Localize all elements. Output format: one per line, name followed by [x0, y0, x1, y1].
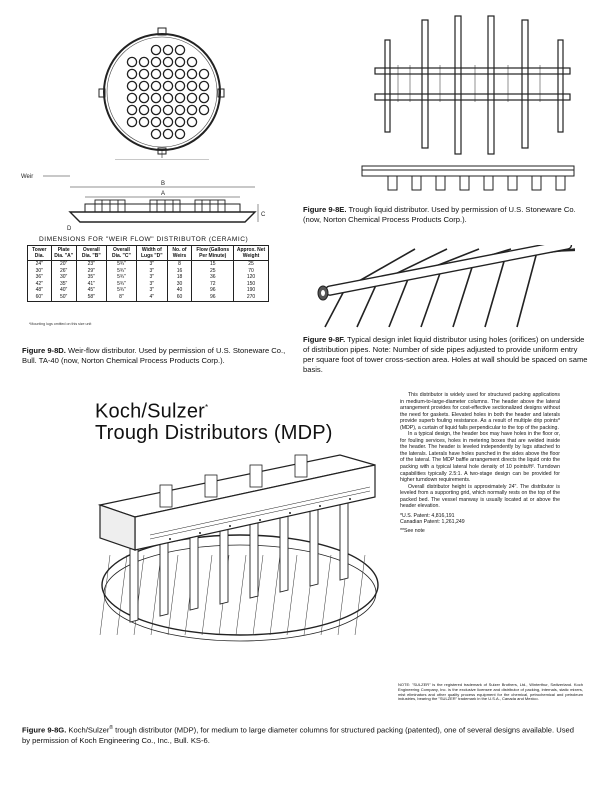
table-cell: 120	[234, 274, 269, 281]
weir-icon	[127, 105, 136, 114]
table-cell: 26"	[51, 268, 76, 275]
table-cell: 24"	[28, 261, 52, 268]
weir-icon	[175, 69, 184, 78]
title-line-1: Koch/Sulzer	[95, 400, 206, 423]
table-cell: 30"	[28, 268, 52, 275]
caption-label: Figure 9-8D.	[22, 346, 66, 355]
dim-label-d: D	[67, 226, 72, 232]
weir-icon	[151, 57, 160, 66]
caption-label: Figure 9-8E.	[303, 205, 347, 214]
trough-distributor-mdp-drawing	[90, 435, 390, 645]
weir-icon	[187, 81, 196, 90]
table-cell: 5¾"	[106, 274, 136, 281]
caption-figure-9-8e	[303, 205, 583, 225]
table-row	[28, 281, 269, 288]
table-cell: 8"	[106, 294, 136, 301]
weir-icon	[163, 93, 172, 102]
weir-icon	[187, 117, 196, 126]
dim-label-c: C	[261, 212, 266, 218]
table-cell: 150	[234, 281, 269, 288]
weir-icon	[163, 129, 172, 138]
weir-icon	[175, 57, 184, 66]
table-header-row	[28, 246, 269, 261]
table-header-cell: Plate Dia. "A"	[51, 246, 76, 261]
weir-icon	[187, 93, 196, 102]
table-cell: 36	[192, 274, 234, 281]
table-cell: 18	[167, 274, 192, 281]
weir-icon	[199, 105, 208, 114]
side-pipe	[453, 264, 473, 327]
lateral-trough	[250, 519, 258, 598]
table-cell: 20"	[51, 261, 76, 268]
table-cell: 60"	[28, 294, 52, 301]
weir-icon	[175, 105, 184, 114]
dimensions-table-title: DIMENSIONS FOR "WEIR FLOW" DISTRIBUTOR (CERAMIC)	[39, 236, 249, 243]
weir-icon	[187, 69, 196, 78]
caption-registered-mark: ®	[109, 725, 114, 731]
figure-9-8d	[15, 10, 295, 345]
table-cell: 48"	[28, 287, 52, 294]
weir-icon	[175, 45, 184, 54]
description-paragraph-1: This distributor is widely used for structured packing applications in medium-to-large-diameter columns. The header above the lateral arrangement provides for cost-effective sectionalized designs without the need for gaskets. Elevated holes in both the header and laterals provide superb fouling resistance. As a result of multiple drip points* (MDP), a curtain of liquid falls perpendicular to the top of the packing.	[400, 392, 560, 431]
lateral-trough	[310, 507, 318, 586]
weir-icon	[151, 129, 160, 138]
weir-icon	[163, 81, 172, 90]
table-header-cell: Tower Dia.	[28, 246, 52, 261]
table-cell: 36"	[28, 274, 52, 281]
description-paragraph-3: Overall distributor height is approximately 24". The distributor is leveled from a supporting grid, which normally rests on the top of the packed bed. The vessel manway is usually located at or above the header elevation.	[400, 483, 560, 510]
table-cell: 40	[167, 287, 192, 294]
table-cell: 60	[167, 294, 192, 301]
table-cell: 25	[234, 261, 269, 268]
lateral-trough	[160, 537, 168, 616]
table-cell: 25	[192, 268, 234, 275]
weir-icon	[139, 81, 148, 90]
table-cell: 5¾"	[106, 261, 136, 268]
weir-icon	[187, 105, 196, 114]
table-header-cell: Overall Dia. "C"	[106, 246, 136, 261]
weir-icon	[163, 105, 172, 114]
table-cell: 3"	[137, 268, 168, 275]
weir-icon	[199, 81, 208, 90]
lateral-trough	[130, 543, 138, 622]
table-cell: 35"	[51, 281, 76, 288]
table-cell: 30	[167, 281, 192, 288]
patent-canada: Canadian Patent: 1,261,249	[400, 519, 465, 526]
caption-text: Trough liquid distributor. Used by permission of U.S. Stoneware Co. (now, Norton Chemical Process Products Corp.).	[303, 205, 576, 224]
caption-text: Typical design inlet liquid distributor using holes (orifices) on underside of distribution pipes. Note: Number of side pipes adjusted to provide uniform entry per square foot of tower cross-section area. Holes at wall should be spaced on same basis.	[303, 335, 588, 374]
weir-icon	[151, 105, 160, 114]
table-cell: 4"	[137, 294, 168, 301]
caption-figure-9-8g	[22, 723, 582, 746]
weir-icon	[127, 81, 136, 90]
description-paragraph-2: In a typical design, the header box may have holes in the floor or, for fouling services, holes in metering boxes that are welded inside the header. The header is leveled independently by lugs attached to the laterals. Laterals have holes punched in the sides above the floor of the lateral. The MDP baffle arrangement directs the liquid onto the packing with a typical lateral hole density of 10 points/ft². Turndown capabilities typically 2.5:1. A two-stage design can be provided for higher turndown requirements.	[400, 431, 560, 484]
weir-icon	[127, 57, 136, 66]
weir-icon	[139, 117, 148, 126]
weir-icon	[127, 117, 136, 126]
weir-icon	[175, 129, 184, 138]
table-cell: 8	[167, 261, 192, 268]
table-cell: 40"	[51, 287, 76, 294]
table-row	[28, 287, 269, 294]
table-header-cell: Overall Dia. "B"	[76, 246, 106, 261]
weir-icon	[139, 57, 148, 66]
table-cell: 15	[192, 261, 234, 268]
table-cell: 29"	[76, 268, 106, 275]
weir-icon	[199, 69, 208, 78]
weir-icon	[139, 93, 148, 102]
dim-label-b: B	[161, 181, 166, 187]
table-cell: 5¾"	[106, 268, 136, 275]
table-cell: 30"	[51, 274, 76, 281]
pipe-distributor-drawing	[305, 245, 575, 330]
weir-icon	[139, 69, 148, 78]
title-line-2: Trough Distributors (MDP)	[95, 421, 333, 444]
caption-label: Figure 9-8F.	[303, 335, 346, 344]
weir-icon	[151, 69, 160, 78]
table-cell: 50"	[51, 294, 76, 301]
table-cell: 96	[192, 287, 234, 294]
weir-icon	[151, 117, 160, 126]
dim-label-a: A	[161, 191, 166, 197]
weir-icon	[151, 81, 160, 90]
table-cell: 58"	[76, 294, 106, 301]
mdp-description	[400, 392, 560, 534]
side-pipe	[517, 252, 537, 327]
sulzer-trademark-note: NOTE: "SULZER" is the registered trademark of Sulzer Brothers, Ltd., Winterthur, Switzerland. Koch Engineering Company, Inc. is the exclusive licensee and distributor of packing, internals, static mixers, mist eliminators and other quality process equipment for the chemical, petrochemical and petroleum industries, bearing the "SULZER" trademark in the U.S.A., Canada and Mexico.	[398, 682, 583, 702]
lateral-trough	[220, 525, 228, 604]
table-cell: 3"	[137, 281, 168, 288]
table-row	[28, 274, 269, 281]
table-header-cell: Width of Lugs "D"	[137, 246, 168, 261]
weir-icon	[163, 45, 172, 54]
caption-text-a: Koch/Sulzer	[66, 725, 110, 735]
lateral-trough	[280, 513, 288, 592]
weir-icon	[163, 117, 172, 126]
caption-text: Weir-flow distributor. Used by permission of U.S. Stoneware Co., Bull. TA-40 (now, Norton Chemical Process Products Corp.).	[22, 346, 286, 365]
lateral-trough	[190, 531, 198, 610]
svg-text:Weir: Weir	[21, 174, 34, 180]
weir-icon	[151, 45, 160, 54]
weir-icon	[175, 81, 184, 90]
side-pipe	[485, 258, 505, 327]
table-cell: 16	[167, 268, 192, 275]
weir-icon	[163, 57, 172, 66]
caption-figure-9-8f	[303, 335, 588, 375]
table-cell: 41"	[76, 281, 106, 288]
weir-flow-section-drawing	[15, 160, 295, 235]
table-cell: 23"	[76, 261, 106, 268]
table-cell: 70	[234, 268, 269, 275]
weir-icon	[151, 93, 160, 102]
table-cell: 35"	[76, 274, 106, 281]
table-footnote: *Mounting lugs omitted on this size unit	[29, 322, 92, 326]
dimensions-table	[27, 245, 269, 302]
weir-icon	[163, 69, 172, 78]
patent-us: *U.S. Patent: 4,816,191	[400, 512, 455, 519]
table-row	[28, 294, 269, 301]
weir-icon	[175, 93, 184, 102]
weir-icon	[187, 57, 196, 66]
registered-mark: *	[205, 403, 209, 412]
table-cell: 5¾"	[106, 281, 136, 288]
table-cell: 96	[192, 294, 234, 301]
weir-icon	[175, 117, 184, 126]
table-header-cell: Flow (Gallons Per Minute)	[192, 246, 234, 261]
weir-icon	[139, 105, 148, 114]
caption-label: Figure 9-8G.	[22, 725, 67, 735]
trough-distributor-drawing	[330, 8, 580, 203]
table-cell: 3"	[137, 274, 168, 281]
caption-figure-9-8d	[22, 346, 297, 366]
table-cell: 3"	[137, 287, 168, 294]
caption-text-b: trough distributor (MDP), for medium to large diameter columns for structured packing (patented), one of several designs available. Used by permission of Koch Engineering Co., Inc., Bull. KS-6.	[22, 725, 574, 745]
table-cell: 270	[234, 294, 269, 301]
table-row	[28, 268, 269, 275]
lateral-trough	[340, 501, 348, 580]
table-cell: 45"	[76, 287, 106, 294]
table-header-cell: Approx. Net Weight	[234, 246, 269, 261]
weir-icon	[199, 93, 208, 102]
table-cell: 5¾"	[106, 287, 136, 294]
table-header-cell: No. of Weirs	[167, 246, 192, 261]
weir-flow-plate-drawing	[15, 10, 295, 160]
side-pipe	[389, 277, 409, 327]
table-cell: 3"	[137, 261, 168, 268]
table-cell: 190	[234, 287, 269, 294]
table-row	[28, 261, 269, 268]
weir-icon	[127, 69, 136, 78]
table-cell: 42"	[28, 281, 52, 288]
side-pipe	[421, 270, 441, 327]
table-cell: 72	[192, 281, 234, 288]
see-note: **See note	[400, 527, 425, 534]
weir-icon	[127, 93, 136, 102]
